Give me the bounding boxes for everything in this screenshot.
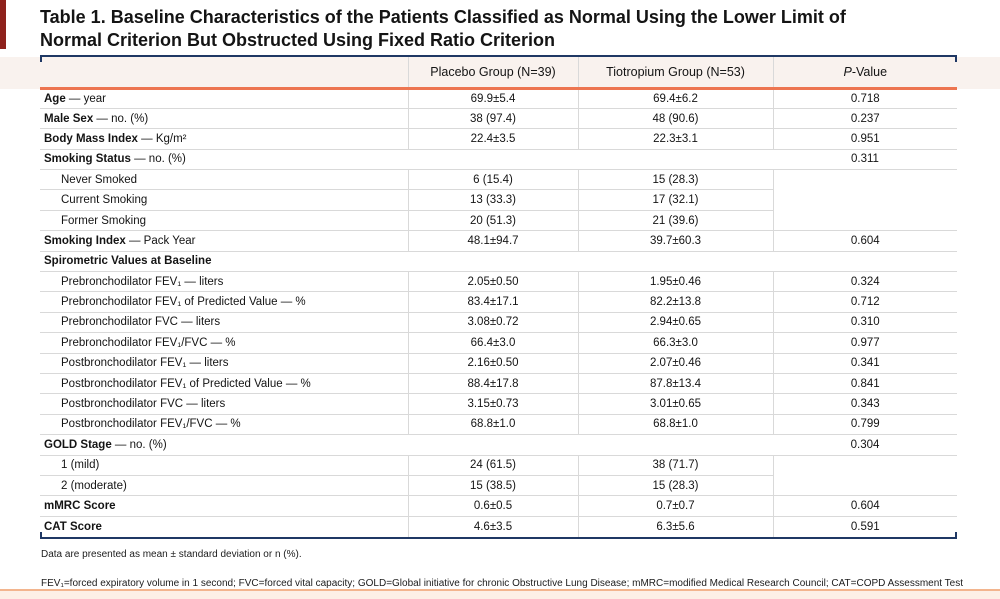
p-value: 0.604 <box>773 231 957 251</box>
row-label-text: CAT Score <box>44 520 102 533</box>
placebo-value: 2.16±0.50 <box>408 353 578 373</box>
footnote-abbreviations: FEV₁=forced expiratory volume in 1 second; FVC=forced vital capacity; GOLD=Global initiative for chronic Obstructive Lung Disease; mMRC=modified Medical Research Council; CAT=COPD Assessment Test <box>41 578 963 589</box>
placebo-value: 48.1±94.7 <box>408 231 578 251</box>
row-label <box>40 496 408 516</box>
tiotropium-value: 38 (71.7) <box>578 455 773 475</box>
top-rule <box>40 55 957 57</box>
row-label: Postbronchodilator FEV₁/FVC — % <box>40 414 408 434</box>
pvalue-rest: -Value <box>851 64 888 79</box>
table-row <box>40 251 957 271</box>
tiotropium-value: 15 (28.3) <box>578 170 773 190</box>
table-row <box>40 394 957 414</box>
table-row <box>40 170 957 190</box>
placebo-value: 69.9±5.4 <box>408 88 578 108</box>
header-row <box>40 57 957 88</box>
tiotropium-value: 48 (90.6) <box>578 108 773 128</box>
placebo-value: 6 (15.4) <box>408 170 578 190</box>
column-header-empty <box>40 57 408 88</box>
table-row <box>40 149 957 169</box>
table-row <box>40 373 957 393</box>
section-label-text: GOLD Stage <box>44 438 112 451</box>
rule-endcap <box>955 55 957 62</box>
rule-endcap <box>40 55 42 62</box>
table-row <box>40 88 957 108</box>
table-row <box>40 272 957 292</box>
section-label-text: Spirometric Values at Baseline <box>44 255 212 268</box>
placebo-value: 13 (33.3) <box>408 190 578 210</box>
table-row <box>40 455 957 475</box>
section-label <box>40 251 957 271</box>
tiotropium-value: 22.3±3.1 <box>578 129 773 149</box>
tiotropium-value: 82.2±13.8 <box>578 292 773 312</box>
section-label: GOLD Stage — no. (%) <box>40 435 773 455</box>
row-label: Prebronchodilator FEV₁/FVC — % <box>40 333 408 353</box>
row-label-text: Male Sex <box>44 112 94 125</box>
placebo-value: 83.4±17.1 <box>408 292 578 312</box>
row-label: Never Smoked <box>40 170 408 190</box>
table-row <box>40 435 957 455</box>
tiotropium-value: 87.8±13.4 <box>578 373 773 393</box>
p-value: 0.718 <box>773 88 957 108</box>
table-row <box>40 333 957 353</box>
section-label-text: Smoking Status <box>44 153 131 166</box>
column-header-placebo: Placebo Group (N=39) <box>408 57 578 88</box>
tiotropium-value: 21 (39.6) <box>578 210 773 230</box>
placebo-value: 20 (51.3) <box>408 210 578 230</box>
p-value: 0.591 <box>773 516 957 536</box>
placebo-value: 88.4±17.8 <box>408 373 578 393</box>
pvalue-italic-p: P <box>843 64 852 79</box>
p-value: 0.712 <box>773 292 957 312</box>
table-container <box>40 55 957 539</box>
p-value-merged <box>773 170 957 231</box>
p-value: 0.304 <box>773 435 957 455</box>
baseline-characteristics-table <box>40 57 957 537</box>
row-label: Prebronchodilator FEV₁ — liters <box>40 272 408 292</box>
row-label: Postbronchodilator FVC — liters <box>40 394 408 414</box>
placebo-value: 4.6±3.5 <box>408 516 578 536</box>
placebo-value: 2.05±0.50 <box>408 272 578 292</box>
placebo-value: 66.4±3.0 <box>408 333 578 353</box>
tiotropium-value: 39.7±60.3 <box>578 231 773 251</box>
row-label: Smoking Index — Pack Year <box>40 231 408 251</box>
table-row <box>40 496 957 516</box>
row-label: Prebronchodilator FVC — liters <box>40 312 408 332</box>
p-value: 0.324 <box>773 272 957 292</box>
bottom-accent-band <box>0 589 1000 599</box>
row-label-text: Age <box>44 92 66 105</box>
footnote-data-presentation: Data are presented as mean ± standard deviation or n (%). <box>41 549 302 560</box>
table-title-line2: Normal Criterion But Obstructed Using Fixed Ratio Criterion <box>40 30 556 50</box>
row-label-text: Smoking Index <box>44 234 126 247</box>
placebo-value: 0.6±0.5 <box>408 496 578 516</box>
table-row <box>40 129 957 149</box>
table-row <box>40 516 957 536</box>
placebo-value: 3.08±0.72 <box>408 312 578 332</box>
tiotropium-value: 2.94±0.65 <box>578 312 773 332</box>
tiotropium-value: 17 (32.1) <box>578 190 773 210</box>
tiotropium-value: 69.4±6.2 <box>578 88 773 108</box>
tiotropium-value: 6.3±5.6 <box>578 516 773 536</box>
tiotropium-value: 68.8±1.0 <box>578 414 773 434</box>
p-value: 0.343 <box>773 394 957 414</box>
tiotropium-value: 0.7±0.7 <box>578 496 773 516</box>
section-label: Smoking Status — no. (%) <box>40 149 773 169</box>
tiotropium-value: 1.95±0.46 <box>578 272 773 292</box>
table-title-line1: Table 1. Baseline Characteristics of the Patients Classified as Normal Using the Lower Limit of <box>40 7 846 27</box>
table-row <box>40 353 957 373</box>
p-value: 0.977 <box>773 333 957 353</box>
p-value: 0.799 <box>773 414 957 434</box>
rule-endcap <box>955 532 957 539</box>
p-value: 0.237 <box>773 108 957 128</box>
table-body <box>40 88 957 537</box>
table-title <box>40 6 985 52</box>
column-header-tiotropium: Tiotropium Group (N=53) <box>578 57 773 88</box>
row-label: Male Sex — no. (%) <box>40 108 408 128</box>
table-row <box>40 108 957 128</box>
row-label: Age — year <box>40 88 408 108</box>
table-row <box>40 312 957 332</box>
tiotropium-value: 15 (28.3) <box>578 475 773 495</box>
row-label: Postbronchodilator FEV₁ of Predicted Value — % <box>40 373 408 393</box>
p-value: 0.951 <box>773 129 957 149</box>
bottom-rule <box>40 537 957 539</box>
p-value-merged <box>773 455 957 496</box>
table-row <box>40 231 957 251</box>
row-label: Body Mass Index — Kg/m² <box>40 129 408 149</box>
p-value: 0.311 <box>773 149 957 169</box>
placebo-value: 38 (97.4) <box>408 108 578 128</box>
placebo-value: 22.4±3.5 <box>408 129 578 149</box>
tiotropium-value: 66.3±3.0 <box>578 333 773 353</box>
placebo-value: 68.8±1.0 <box>408 414 578 434</box>
row-label: Prebronchodilator FEV₁ of Predicted Value — % <box>40 292 408 312</box>
row-label: 2 (moderate) <box>40 475 408 495</box>
row-label: Former Smoking <box>40 210 408 230</box>
placebo-value: 3.15±0.73 <box>408 394 578 414</box>
tiotropium-value: 2.07±0.46 <box>578 353 773 373</box>
table-row <box>40 414 957 434</box>
tiotropium-value: 3.01±0.65 <box>578 394 773 414</box>
p-value: 0.841 <box>773 373 957 393</box>
red-accent-bar <box>0 0 6 49</box>
row-label-text: mMRC Score <box>44 500 116 512</box>
row-label: Current Smoking <box>40 190 408 210</box>
placebo-value: 24 (61.5) <box>408 455 578 475</box>
row-label <box>40 516 408 536</box>
table-row <box>40 292 957 312</box>
row-label: Postbronchodilator FEV₁ — liters <box>40 353 408 373</box>
p-value: 0.604 <box>773 496 957 516</box>
row-label: 1 (mild) <box>40 455 408 475</box>
p-value: 0.341 <box>773 353 957 373</box>
row-label-text: Body Mass Index <box>44 132 138 145</box>
rule-endcap <box>40 532 42 539</box>
placebo-value: 15 (38.5) <box>408 475 578 495</box>
p-value: 0.310 <box>773 312 957 332</box>
column-header-pvalue <box>773 57 957 88</box>
